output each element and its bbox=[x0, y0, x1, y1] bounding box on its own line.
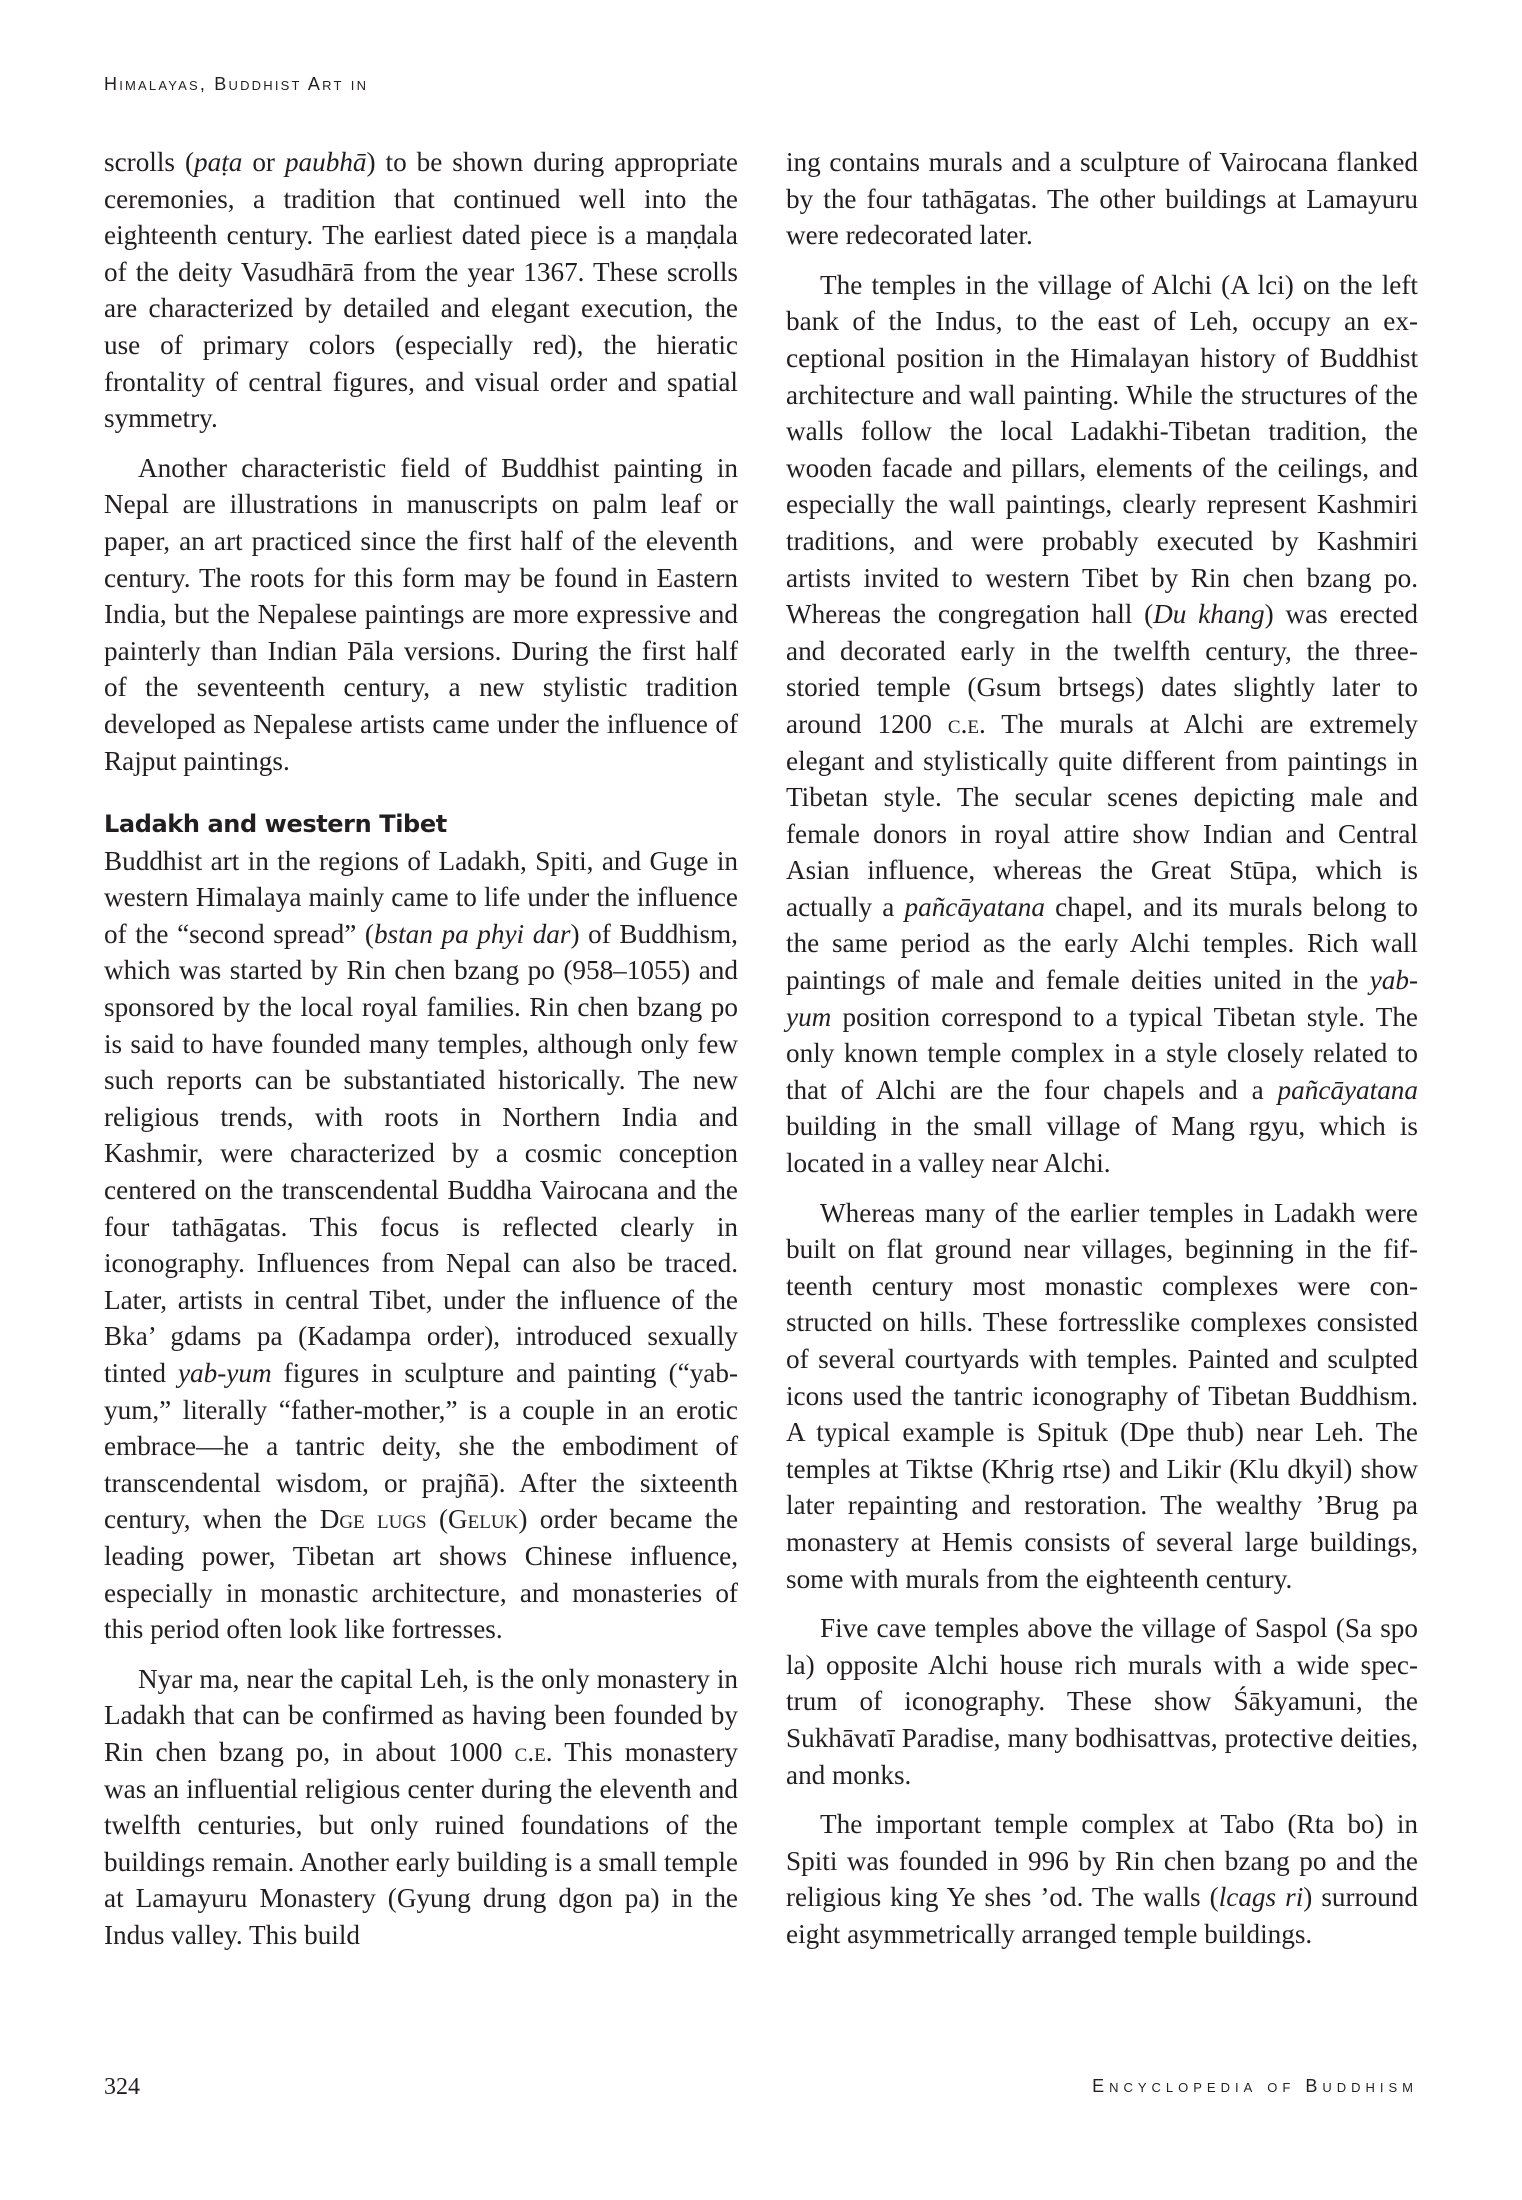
text-run: Nyar ma, near the capital Leh, is the only monastery in Ladakh that can be confirmed as having been founded by Rin chen bzang po, in about 1000 bbox=[104, 1663, 738, 1767]
paragraph bbox=[104, 144, 738, 437]
text-run: or bbox=[242, 147, 285, 177]
right-column bbox=[786, 144, 1418, 1966]
text-run: The murals at Alchi are extremely elegant and stylistically quite different from paintings in Tibetan style. The secular scenes depicting male and female donors in royal attire show Indian and Central Asian influence, whereas the Great Stūpa, which is actually a bbox=[786, 708, 1418, 922]
text-run: ) of Buddhism, which was started by Rin chen bzang po (958–1055) and sponsored by the local royal families. Rin chen bzang po is said to have founded many temples, although only few such reports can be substantiated historically. The new religious trends, with roots in Northern India and Kashmir, were characterized by a cosmic conception centered on the transcendental Buddha Vairocana and the four tathāgatas. This focus is reflected clearly in iconography. Influences from Nepal can also be traced. Later, artists in central Tibet, under the influence of the Bka’ gdams pa (Kadampa order), introduced sexually tinted bbox=[104, 918, 738, 1388]
paragraph: Whereas many of the earlier temples in Ladakh were built on flat ground near villages, beginning in the fifteenth century most monastic complexes were constructed on hills. These fortresslike complexes consisted of several courtyards with temples. Painted and sculpted icons used the tantric iconography of Tibetan Buddhism. A typical example is Spituk (Dpe thub) near Leh. The temples at Tiktse (Khrig rtse) and Likir (Klu dkyil) show later repainting and restoration. The wealthy ’Brug pa monastery at Hemis consists of several large buildings, some with murals from the eighteenth century. bbox=[786, 1197, 1418, 1594]
section-heading: Ladakh and western Tibet bbox=[104, 810, 447, 839]
text-run: scrolls ( bbox=[104, 147, 195, 177]
text-run: This monastery was an influential religious center during the eleventh and twelfth centuries, but only ruined foundations of the buildings remain. Another early building is a small temple at Lamayuru Monastery (Gyung drung dgon pa) in the Indus valley. This build bbox=[104, 1736, 738, 1950]
text-run: chapel, and its murals belong to the same period as the early Alchi temples. Rich wall paintings of male and female deities united in the bbox=[786, 891, 1418, 996]
small-caps-term: c.e. bbox=[514, 1736, 553, 1767]
paragraph bbox=[786, 1806, 1418, 1952]
text-run: The important temple complex at Tabo (Rta bo) in Spiti was founded in 996 by Rin chen bzang po and the religious king Ye shes ’od. The walls ( bbox=[786, 1809, 1418, 1913]
small-caps-term: Geluk bbox=[448, 1504, 519, 1535]
text-run: figures in sculpture and painting (“yab-yum,” literally “father-mother,” is a couple in an erotic embrace—he a tantric deity, she the embodiment of transcendental wisdom, or prajñā). After the sixteenth century, when the bbox=[104, 1358, 739, 1535]
text-run: The temples in the village of Alchi (A lci) on the left bank of the Indus, to the east of Leh, occupy an exceptional position in the Himalayan history of Buddhist architecture and wall painting. While the structures of the walls follow the local Ladakhi-Tibetan tradition, the wooden facade and pillars, elements of the ceilings, and especially the wall paintings, clearly represent Kashmiri traditions, and were probably executed by Kashmiri artists invited to western Tibet by Rin chen bzang po. Whereas the congregation hall ( bbox=[786, 269, 1418, 630]
paragraph bbox=[104, 843, 738, 1648]
running-head: Himalayas, Buddhist Art in bbox=[104, 74, 369, 94]
text-run: building in the small village of Mang rgyu, which is located in a valley near Alchi. bbox=[786, 1111, 1418, 1179]
paragraph: ing contains murals and a sculpture of Vairocana flanked by the four tathāgatas. The other buildings at Lamayuru were redecorated later. bbox=[786, 147, 1418, 251]
text-run: position correspond to a typical Tibetan style. The only known temple complex in a style closely related to that of Alchi are the four chapels and a bbox=[786, 1001, 1418, 1105]
text-run: ) to be shown during appropriate ceremonies, a tradition that continued well into the eighteenth century. The earliest dated piece is a maṇḍala of the deity Vasudhārā from the year 1367. These scrolls are characterized by detailed and elegant execution, the use of primary colors (especially red), the hieratic frontality of central figures, and visual order and spatial symmetry. bbox=[104, 147, 738, 434]
italic-term: yab-yum bbox=[177, 1358, 272, 1388]
paragraph bbox=[786, 267, 1418, 1182]
publication-title: Encyclopedia of Buddhism bbox=[1092, 2076, 1418, 2096]
text-run: ( bbox=[426, 1504, 449, 1535]
italic-term: Du khang bbox=[1153, 599, 1265, 630]
paragraph: Five cave temples above the village of Saspol (Sa spo la) opposite Alchi house rich murals with a wide spectrum of iconography. These show Śākyamuni, the Sukhāvatī Paradise, many bodhisattvas, protective deities, and monks. bbox=[786, 1613, 1418, 1790]
italic-term: bstan pa phyi dar bbox=[373, 918, 571, 949]
text-run: ) order became the leading power, Tibetan art shows Chinese influence, especially in monastic architecture, and monasteries of this period often look like fortresses. bbox=[104, 1504, 739, 1645]
page-number: 324 bbox=[104, 2074, 140, 2100]
italic-term: paubhā bbox=[284, 147, 367, 177]
paragraph: Another characteristic field of Buddhist painting in Nepal are illustrations in manuscripts on palm leaf or paper, an art practiced since the first half of the eleventh century. The roots for this form may be found in Eastern India, but the Nepalese paintings are more expressive and painterly than Indian Pāla versions. During the first half of the seventeenth century, a new stylistic tradition developed as Nepalese artists came under the influence of Rajput paintings. bbox=[104, 452, 738, 776]
italic-term: pañcāyatana bbox=[904, 891, 1045, 922]
italic-term: yab-yum bbox=[786, 965, 1418, 1032]
small-caps-term: Dge lugs bbox=[319, 1504, 427, 1535]
left-column bbox=[104, 144, 738, 1967]
italic-term: paṭa bbox=[194, 147, 243, 177]
italic-term: lcags ri bbox=[1218, 1882, 1304, 1913]
small-caps-term: c.e. bbox=[947, 708, 986, 739]
text-run: ) surround eight asymmetrically arranged temple buildings. bbox=[786, 1882, 1418, 1949]
italic-term: pañcāyatana bbox=[1277, 1074, 1418, 1105]
text-run: Buddhist art in the regions of Ladakh, Spiti, and Guge in western Himalaya mainly came to life under the influence of the “second spread” ( bbox=[104, 845, 738, 949]
paragraph bbox=[104, 1661, 738, 1954]
text-run: ) was erected and decorated early in the twelfth century, the three-storied temple (Gsum brtsegs) dates slightly later to around 1200 bbox=[786, 599, 1418, 739]
